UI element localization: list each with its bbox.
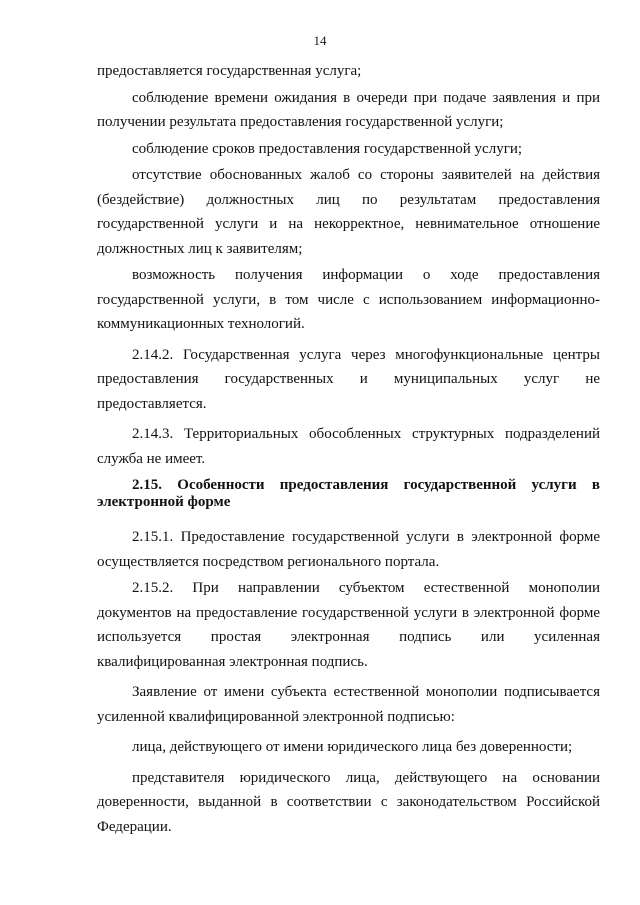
paragraph: представителя юридического лица, действующего на основании доверенности, выданной в соответствии с законодательством Российской Федерации. [97,769,600,835]
paragraph-continuation: предоставляется государственная услуга; [97,63,362,79]
paragraph: лица, действующего от имени юридического лица без доверенности; [132,739,573,755]
paragraph-2-15-2: 2.15.2. При направлении субъектом естественной монополии документов на предоставление государственной услуги в электронной форме используется простая электронная подпись или усиленная квалифицированная электронная подпись. [97,580,600,670]
document-body [97,59,600,841]
paragraph: возможность получения информации о ходе предоставления государственной услуги, в том числе с использованием информационно-коммуникационных технологий. [97,267,600,332]
paragraph: отсутствие обоснованных жалоб со стороны заявителей на действия (бездействие) должностных лиц по результатам предоставления государственной услуги и на некорректное, невнимательное отношение должностных лиц к заявителям; [97,167,600,257]
paragraph: соблюдение времени ожидания в очереди при подаче заявления и при получении результата предоставления государственной услуги; [97,89,600,130]
paragraph-2-14-2: 2.14.2. Государственная услуга через многофункциональные центры предоставления государственных и муниципальных услуг не предоставляется. [97,346,600,412]
page-number: 14 [313,33,327,48]
section-heading-2-15: 2.15. Особенности предоставления государственной услуги в электронной форме [97,477,600,510]
paragraph: Заявление от имени субъекта естественной монополии подписывается усиленной квалифицированной электронной подписью: [97,684,600,725]
paragraph: соблюдение сроков предоставления государственной услуги; [132,140,523,157]
paragraph-2-15-1: 2.15.1. Предоставление государственной услуги в электронной форме осуществляется посредством регионального портала. [97,529,600,570]
paragraph-2-14-3: 2.14.3. Территориальных обособленных структурных подразделений служба не имеет. [97,426,600,467]
